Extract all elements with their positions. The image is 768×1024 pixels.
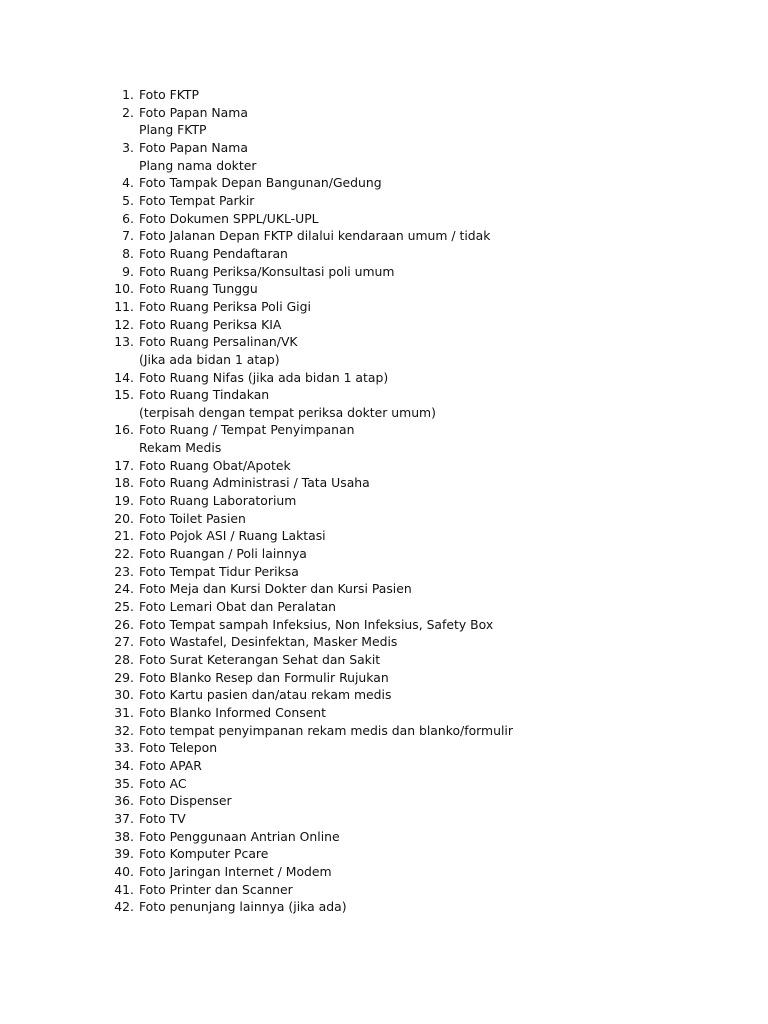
list-item-text: Foto Ruang Tunggu xyxy=(139,281,258,297)
list-item-text: Foto Ruangan / Poli lainnya xyxy=(139,546,307,562)
list-item-text: Foto Dokumen SPPL/UKL-UPL xyxy=(139,210,319,226)
list-item-number: 26. xyxy=(114,616,134,632)
list-item-number: 40. xyxy=(114,863,134,879)
list-item-number: 1. xyxy=(122,87,134,102)
list-item-number: 20. xyxy=(114,510,134,526)
list-item-text: Foto Papan Nama xyxy=(139,104,248,120)
list-item-number: 9. xyxy=(122,263,134,279)
list-item-text: Foto Ruang Obat/Apotek xyxy=(139,457,291,473)
list-item-number: 2. xyxy=(122,104,134,120)
list-item-text: Foto Ruang Administrasi / Tata Usaha xyxy=(139,475,370,491)
list-item-text: Foto Meja dan Kursi Dokter dan Kursi Pasien xyxy=(139,581,412,597)
list-item-number: 38. xyxy=(114,828,134,844)
list-item-number: 19. xyxy=(114,493,134,509)
list-item-number: 25. xyxy=(114,599,134,615)
list-item-text: Foto Dispenser xyxy=(139,793,232,809)
list-item-text: Foto Ruang Persalinan/VK xyxy=(139,334,298,350)
list-item-text: Foto FKTP xyxy=(139,87,199,102)
list-item-text: Foto Blanko Informed Consent xyxy=(139,704,326,720)
list-item-text: (terpisah dengan tempat periksa dokter umum) xyxy=(139,404,436,420)
list-item-number: 36. xyxy=(114,793,134,809)
list-item-text: Foto Tempat sampah Infeksius, Non Infeksius, Safety Box xyxy=(139,616,494,632)
list-item-number: 13. xyxy=(114,334,134,350)
list-item-text: (Jika ada bidan 1 atap) xyxy=(139,351,280,367)
list-item-text: Foto Surat Keterangan Sehat dan Sakit xyxy=(139,652,381,667)
list-item-number: 37. xyxy=(114,810,134,826)
list-item-text: Foto penunjang lainnya (jika ada) xyxy=(139,899,347,915)
list-item-number: 10. xyxy=(114,281,134,297)
list-item-text: Foto Ruang Laboratorium xyxy=(139,493,297,509)
list-item-text: Foto tempat penyimpanan rekam medis dan blanko/formulir xyxy=(139,722,513,738)
list-item-text: Foto TV xyxy=(139,810,186,826)
list-item-text: Foto APAR xyxy=(139,757,202,773)
list-item-text: Foto AC xyxy=(139,775,187,791)
list-item-number: 17. xyxy=(114,457,134,473)
list-item-number: 31. xyxy=(114,704,134,720)
list-item-number: 28. xyxy=(114,652,134,667)
list-item-text: Foto Papan Nama xyxy=(139,139,248,155)
list-item-number: 11. xyxy=(114,298,134,314)
list-item-number: 35. xyxy=(114,775,134,791)
list-item-number: 30. xyxy=(114,687,134,703)
list-item-number: 18. xyxy=(114,475,134,491)
list-item-text: Foto Ruang Periksa KIA xyxy=(139,316,282,332)
list-item-number: 21. xyxy=(114,528,134,544)
list-item-text: Foto Ruang / Tempat Penyimpanan xyxy=(139,422,355,438)
list-item-number: 23. xyxy=(114,563,134,579)
list-item-text: Foto Blanko Resep dan Formulir Rujukan xyxy=(139,669,389,685)
list-item-text: Foto Kartu pasien dan/atau rekam medis xyxy=(139,687,392,703)
list-item-number: 12. xyxy=(114,316,134,332)
list-item-text: Foto Tempat Tidur Periksa xyxy=(139,563,299,579)
list-item-text: Foto Tampak Depan Bangunan/Gedung xyxy=(139,175,382,191)
list-item-number: 29. xyxy=(114,669,134,685)
list-item-text: Rekam Medis xyxy=(139,440,222,456)
list-item-text: Foto Ruang Periksa Poli Gigi xyxy=(139,298,311,314)
list-item-number: 41. xyxy=(114,881,134,897)
list-item-text: Foto Pojok ASI / Ruang Laktasi xyxy=(139,528,326,544)
list-item-text: Foto Telepon xyxy=(139,740,218,756)
list-item-number: 32. xyxy=(114,722,134,738)
list-item-text: Foto Ruang Nifas (jika ada bidan 1 atap) xyxy=(139,369,389,385)
list-item-number: 27. xyxy=(114,634,134,650)
list-item-number: 33. xyxy=(114,740,134,756)
list-item-text: Foto Ruang Pendaftaran xyxy=(139,245,288,261)
list-item-text: Foto Ruang Tindakan xyxy=(139,387,270,403)
list-item-text: Plang nama dokter xyxy=(139,157,257,173)
list-item-text: Foto Printer dan Scanner xyxy=(139,881,293,897)
list-item-text: Foto Jaringan Internet / Modem xyxy=(139,863,332,879)
list-item-number: 22. xyxy=(114,546,134,562)
list-item-text: Foto Toilet Pasien xyxy=(139,510,246,526)
list-item-number: 42. xyxy=(114,899,134,915)
list-item-number: 4. xyxy=(122,175,134,191)
list-item-text: Foto Wastafel, Desinfektan, Masker Medis xyxy=(139,634,398,650)
list-item-text: Foto Tempat Parkir xyxy=(139,192,255,208)
list-item-number: 39. xyxy=(114,846,134,862)
list-item-number: 5. xyxy=(122,192,134,208)
list-item-text: Foto Ruang Periksa/Konsultasi poli umum xyxy=(139,263,395,279)
list-item-number: 6. xyxy=(122,210,134,226)
list-item-text: Foto Komputer Pcare xyxy=(139,846,269,862)
list-item-number: 16. xyxy=(114,422,134,438)
list-item-number: 14. xyxy=(114,369,134,385)
list-item-text: Foto Lemari Obat dan Peralatan xyxy=(139,599,337,615)
list-item-text: Foto Jalanan Depan FKTP dilalui kendaraan umum / tidak xyxy=(139,228,491,244)
list-item-number: 15. xyxy=(114,387,134,403)
list-item-number: 24. xyxy=(114,581,134,597)
list-item-text: Plang FKTP xyxy=(139,122,207,138)
list-item-number: 7. xyxy=(122,228,134,244)
list-item-number: 8. xyxy=(122,245,134,261)
list-item-number: 34. xyxy=(114,757,134,773)
list-item-number: 3. xyxy=(122,139,134,155)
list-item-text: Foto Penggunaan Antrian Online xyxy=(139,828,340,844)
